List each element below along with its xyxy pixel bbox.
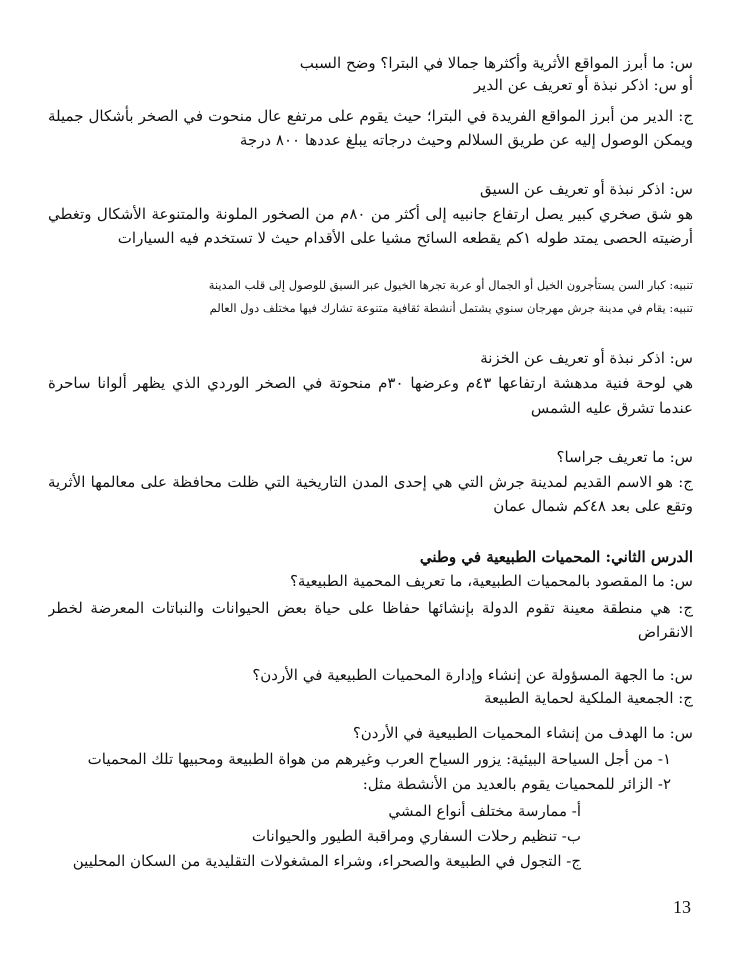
answer-treasury-line2: عندما تشرق عليه الشمس bbox=[530, 399, 693, 417]
answer-gerasa-line1: ج: هو الاسم القديم لمدينة جرش التي هي إحدى المدن التاريخية التي ظلت محافظة على معالمها الأثرية bbox=[48, 473, 693, 491]
answer-gerasa-line2: وتقع على بعد ٤٨كم شمال عمان bbox=[493, 497, 693, 515]
answer-deir-line2: ويمكن الوصول إليه عن طريق السلالم وحيث درجاته يبلغ عددها ٨٠٠ درجة bbox=[239, 131, 693, 149]
question-reserve-definition: س: ما المقصود بالمحميات الطبيعية، ما تعريف المحمية الطبيعية؟ bbox=[289, 572, 693, 590]
question-treasury: س: اذكر نبذة أو تعريف عن الخزنة bbox=[480, 349, 693, 367]
sub-item-walking: أ- ممارسة مختلف أنواع المشي bbox=[388, 802, 581, 820]
question-gerasa: س: ما تعريف جراسا؟ bbox=[556, 448, 693, 466]
answer-siq-line2: أرضيته الحصى يمتد طوله ١كم يقطعه السائح مشيا على الأقدام حيث لا تستخدم فيه السيارات bbox=[117, 229, 693, 247]
answer-reserve-line2: الانقراض bbox=[637, 623, 693, 641]
question-responsible-body: س: ما الجهة المسؤولة عن إنشاء وإدارة المحميات الطبيعية في الأردن؟ bbox=[252, 666, 693, 684]
sub-item-exploring: ج- التجول في الطبيعة والصحراء، وشراء المشغولات التقليدية من السكان المحليين bbox=[72, 852, 581, 870]
question-siq: س: اذكر نبذة أو تعريف عن السيق bbox=[480, 180, 693, 198]
list-item-activities: ٢- الزائر للمحميات يقوم بالعديد من الأنشطة مثل: bbox=[362, 775, 671, 793]
list-item-ecotourism: ١- من أجل السياحة البيئية: يزور السياح العرب وغيرهم من هواة الطبيعة ومحبيها تلك المحميات bbox=[87, 750, 671, 768]
answer-deir-line1: ج: الدير من أبرز المواقع الفريدة في البترا؛ حيث يقوم على مرتفع عال منحوت في الصخر بأشكال جميلة bbox=[48, 107, 693, 125]
note-jerash-festival: تنبيه: يقام في مدينة جرش مهرجان سنوي يشتمل أنشطة ثقافية متنوعة تشارك فيها مختلف دول العالم bbox=[209, 301, 693, 315]
answer-treasury-line1: هي لوحة فنية مدهشة ارتفاعها ٤٣م وعرضها ٣٠م منحوتة في الصخر الوردي الذي يظهر ألوانا ساحرة bbox=[48, 374, 693, 392]
page-number: 13 bbox=[673, 897, 691, 917]
answer-reserve-line1: ج: هي منطقة معينة تقوم الدولة بإنشائها حفاظا على حياة بعض الحيوانات والنباتات المعرضة لخطر bbox=[48, 599, 693, 617]
lesson-title: الدرس الثاني: المحميات الطبيعية في وطني bbox=[419, 548, 693, 566]
sub-item-safari: ب- تنظيم رحلات السفاري ومراقبة الطيور والحيوانات bbox=[251, 827, 581, 845]
note-siq-transport: تنبيه: كبار السن يستأجرون الخيل أو الجمال أو عربة تجرها الخيول عبر السيق للوصول إلى قلب المدينة bbox=[208, 278, 693, 292]
question-petra-sites: س: ما أبرز المواقع الأثرية وأكثرها جمالا في البترا؟ وضح السبب bbox=[299, 54, 693, 72]
question-reserve-goal: س: ما الهدف من إنشاء المحميات الطبيعية في الأردن؟ bbox=[352, 724, 693, 742]
question-deir-alt: أو س: اذكر نبذة أو تعريف عن الدير bbox=[473, 76, 693, 94]
answer-siq-line1: هو شق صخري كبير يصل ارتفاع جانبيه إلى أكثر من ٨٠م من الصخور الملونة والمتنوعة الأشكال وتغطي bbox=[48, 205, 693, 223]
answer-responsible-body: ج: الجمعية الملكية لحماية الطبيعة bbox=[483, 689, 693, 707]
